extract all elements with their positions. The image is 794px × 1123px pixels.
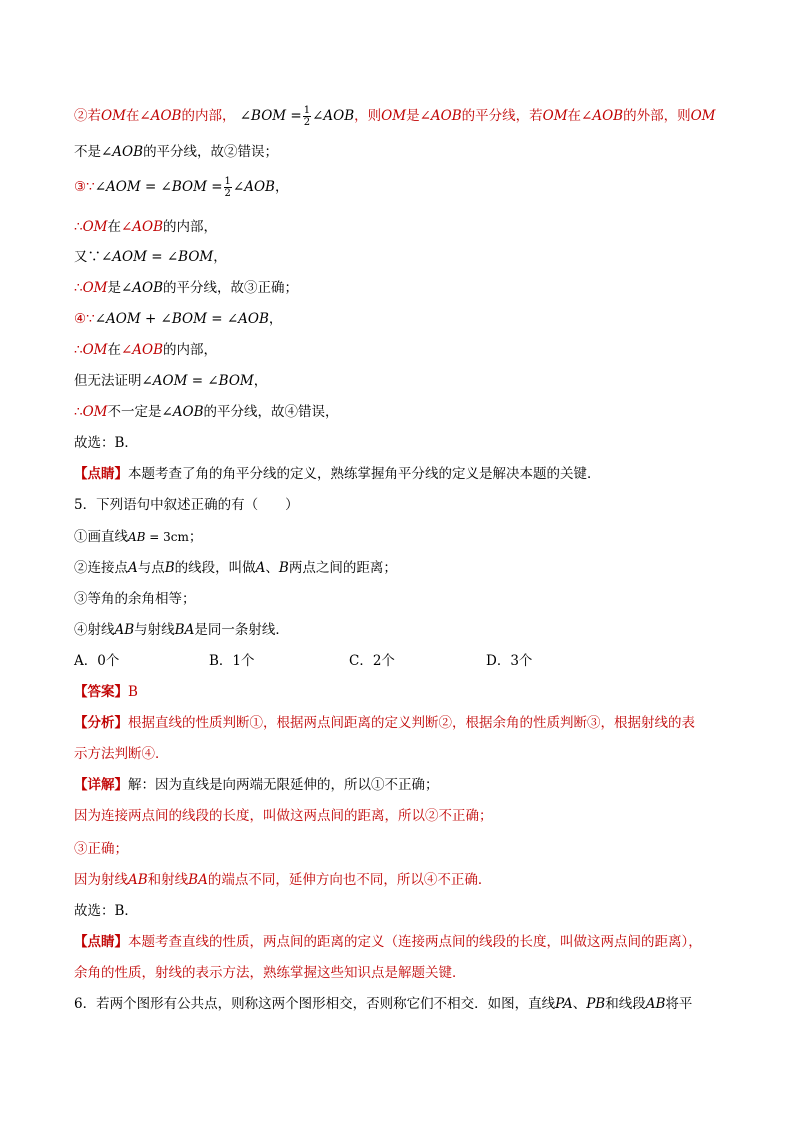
text: 在 [125, 108, 140, 124]
comment-line [74, 932, 734, 952]
solution-line-3 [74, 176, 734, 199]
math: ∠AOB [581, 108, 624, 124]
statement-2 [74, 558, 734, 578]
text: 的外部，则 [623, 108, 691, 124]
solution-line-4 [74, 309, 734, 329]
math: ∠AOM = ∠BOM [141, 373, 254, 389]
comment-line: 余角的性质，射线的表示方法，熟练掌握这些知识点是解题关键． [74, 965, 466, 981]
text: 将平 [665, 996, 693, 1012]
text: ③∵ [74, 179, 95, 195]
math: OM [690, 108, 716, 124]
math: ∠BOM = [239, 108, 302, 124]
text: 的内部， [163, 219, 218, 235]
answer-value: B [128, 684, 138, 700]
math: ∠AOB [161, 404, 204, 420]
text: 、 [265, 560, 279, 576]
math: PB [586, 996, 606, 1012]
text: 的平分线，故②错误； [143, 144, 279, 160]
math: A [128, 560, 138, 576]
text: 不一定是 [107, 404, 162, 420]
math: AB [128, 530, 146, 544]
math: PA [555, 996, 573, 1012]
fraction-denominator: 2 [303, 117, 311, 128]
math: B [278, 560, 289, 576]
math: OM [82, 219, 108, 235]
comment-text: 本题考查了角的角平分线的定义，熟练掌握角平分线的定义是解决本题的关键． [128, 466, 601, 482]
comment-text: 本题考查直线的性质，两点间的距离的定义（连接两点间的线段的长度，叫做这两点间的距离）， [128, 934, 702, 950]
detail-text: 解：因为直线是向两端无限延伸的，所以①不正确； [128, 777, 439, 793]
comment-tag: 【点睛】 [74, 466, 128, 482]
comment-line [74, 464, 734, 484]
detail-tag: 【详解】 [74, 777, 128, 793]
solution-line-2 [74, 105, 734, 128]
text: ，则 [354, 108, 382, 124]
math: BA [174, 622, 195, 638]
text: 的平分线，故③正确； [163, 280, 299, 296]
math: OM [82, 280, 108, 296]
text: ； [188, 529, 203, 545]
math: ∠AOB [232, 179, 275, 195]
solution-line [74, 278, 734, 298]
detail-line: 故选：B． [74, 903, 138, 919]
math: A [255, 560, 266, 576]
text: ①画直线 [74, 529, 128, 545]
analysis-text: 根据直线的性质判断①，根据两点间距离的定义判断②，根据余角的性质判断③，根据射线的表 [128, 715, 695, 731]
math: = 3cm [145, 530, 189, 544]
comment-tag: 【点睛】 [74, 934, 128, 950]
answer-line [74, 682, 734, 702]
math: OM [82, 342, 108, 358]
option-d: D．3个 [486, 653, 533, 669]
math: ∠AOB [120, 280, 164, 296]
answer-tag: 【答案】 [74, 684, 128, 700]
detail-line: ③正确； [74, 841, 128, 857]
text: ④∵ [74, 311, 95, 327]
solution-line [74, 142, 734, 162]
text: 的平分线，故④错误， [203, 404, 339, 420]
text: 、 [572, 996, 587, 1012]
text: ∴ [74, 404, 83, 420]
text: 的平分线，若 [461, 108, 543, 124]
solution-line [74, 402, 734, 422]
math: ∠AOB [120, 342, 164, 358]
text: 是 [406, 108, 420, 124]
fraction [303, 105, 311, 128]
statement-4 [74, 620, 734, 640]
text: 与点 [137, 560, 165, 576]
fraction [224, 176, 232, 199]
detail-line [74, 870, 734, 890]
text: ②连接点 [74, 560, 128, 576]
text: ， [213, 249, 227, 265]
text: 又∵ [74, 249, 101, 265]
text: 和射线 [147, 872, 189, 888]
text: 因为射线 [74, 872, 128, 888]
math: ∠AOM = ∠BOM [101, 249, 214, 265]
math: OM [381, 108, 407, 124]
detail-line: 因为连接两点间的线段的长度，叫做这两点间的距离，所以②不正确； [74, 808, 493, 824]
math: B [164, 560, 175, 576]
question-5-stem: 5．下列语句中叙述正确的有（ ） [74, 497, 299, 513]
text: 和线段 [605, 996, 646, 1012]
question-6-stem [74, 994, 734, 1014]
text: ， [274, 179, 289, 195]
math: AB [114, 622, 135, 638]
math: ∠AOB [120, 219, 164, 235]
math: ∠AOB [139, 108, 182, 124]
analysis-tag: 【分析】 [74, 715, 128, 731]
analysis-line: 示方法判断④． [74, 746, 169, 762]
fraction-denominator: 2 [224, 188, 231, 199]
option-c: C．2个 [349, 653, 395, 669]
text: 的内部， [163, 342, 218, 358]
fraction-numerator: 1 [303, 105, 311, 116]
text: 但无法证明 [74, 373, 142, 389]
math: OM [82, 404, 108, 420]
math: AB [645, 996, 666, 1012]
text: 6．若两个图形有公共点，则称这两个图形相交，否则称它们不相交．如图，直线 [74, 996, 556, 1012]
solution-line: 故选：B． [74, 435, 138, 451]
option-b: B．1个 [209, 653, 255, 669]
math: OM [101, 108, 126, 124]
math: ∠AOM + ∠BOM = ∠AOB [94, 311, 269, 327]
statement-1 [74, 527, 734, 547]
text: 是同一条射线． [194, 622, 289, 638]
math: ∠AOB [419, 108, 462, 124]
math: OM [542, 108, 568, 124]
text: ②若 [74, 108, 101, 124]
text: ， [268, 311, 283, 327]
math: ∠AOB [101, 144, 144, 160]
math: ∠AOB [312, 108, 355, 124]
text: ④射线 [74, 622, 115, 638]
text: 的线段，叫做 [174, 560, 256, 576]
solution-line [74, 371, 734, 391]
text: 不是 [74, 144, 101, 160]
math: ∠AOM = ∠BOM = [94, 179, 223, 195]
solution-line [74, 217, 734, 237]
text: 的内部， [181, 108, 236, 124]
solution-line [74, 247, 734, 267]
text: 是 [107, 280, 121, 296]
text: ， [253, 373, 268, 389]
text: 在 [107, 219, 121, 235]
text: ∴ [74, 219, 83, 235]
fraction-numerator: 1 [224, 176, 231, 187]
analysis-line [74, 713, 734, 733]
text: 在 [107, 342, 121, 358]
text: 两点之间的距离； [288, 560, 397, 576]
text: ∴ [74, 280, 83, 296]
statement-3: ③等角的余角相等； [74, 591, 196, 607]
text: 与射线 [134, 622, 175, 638]
text: 的端点不同，延伸方向也不同，所以④不正确． [207, 872, 492, 888]
option-a: A．0个 [74, 653, 120, 669]
solution-line [74, 340, 734, 360]
math: BA [188, 872, 208, 888]
text: ∴ [74, 342, 83, 358]
text: 在 [567, 108, 582, 124]
math: AB [128, 872, 148, 888]
detail-line [74, 775, 734, 795]
